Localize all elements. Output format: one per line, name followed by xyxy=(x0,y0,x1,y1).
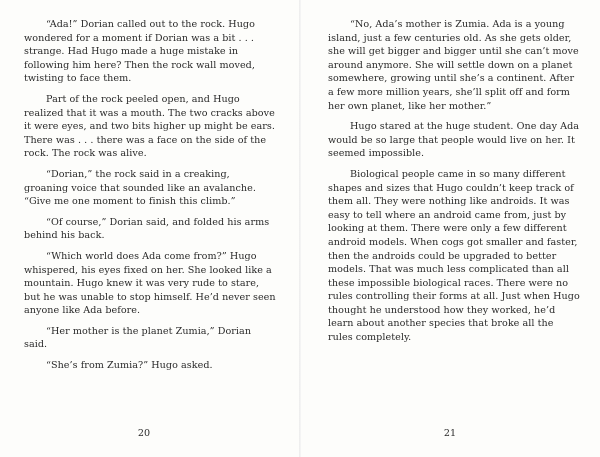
paragraph: Part of the rock peeled open, and Hugo realized that it was a mouth. The two cracks above it were eyes, and two bits higher up might be ears. There was . . . there was a face on the side of the rock. The rock was alive. xyxy=(24,93,276,160)
paragraph: “Ada!” Dorian called out to the rock. Hugo wondered for a moment if Dorian was a bit . . . strange. Had Hugo made a huge mistake in following him here? Then the rock wall moved, twisting to face them. xyxy=(24,19,255,85)
paragraph: “Dorian,” the rock said in a creaking, groaning voice that sounded like an avalanche. “Give me one moment to finish this climb.” xyxy=(24,168,256,208)
page-number-right: 21 xyxy=(443,428,457,439)
paragraph: Biological people came in so many different shapes and sizes that Hugo couldn’t keep track of them all. They were nothing like androids. It was easy to tell where an android came from, just by looking at them. There were only a few different android models. When cogs got smaller and faster, then the androids could be upgraded to better models. That was much less complicated than all these impossible biological races. There were no rules controlling their forms at all. Just when Hugo thought he understood how they worked, he’d learn about another species that broke all the rules completely. xyxy=(328,168,580,344)
paragraph: “No, Ada’s mother is Zumia. Ada is a young island, just a few centuries old. As she gets older, she will get bigger and bigger until she can’t move around anymore. She will settle down on a planet somewhere, growing until she’s a continent. After a few more million years, she’ll split off and form her own planet, like her mother.” xyxy=(328,19,579,112)
paragraph: “Her mother is the planet Zumia,” Dorian said. xyxy=(24,325,252,351)
right-page xyxy=(300,0,600,457)
paragraph: Hugo stared at the huge student. One day Ada would be so large that people would live on her. It seemed impossible. xyxy=(328,121,580,160)
page-number-left: 20 xyxy=(137,428,151,439)
paragraph: “Of course,” Dorian said, and folded his arms behind his back. xyxy=(24,216,270,242)
paragraph: “She’s from Zumia?” Hugo asked. xyxy=(46,360,213,372)
paragraph: “Which world does Ada come from?” Hugo whispered, his eyes fixed on her. She looked like a mountain. Hugo knew it was very rude to stare, but he was unable to stop himself. He’d never seen anyone like Ada before. xyxy=(24,250,276,317)
